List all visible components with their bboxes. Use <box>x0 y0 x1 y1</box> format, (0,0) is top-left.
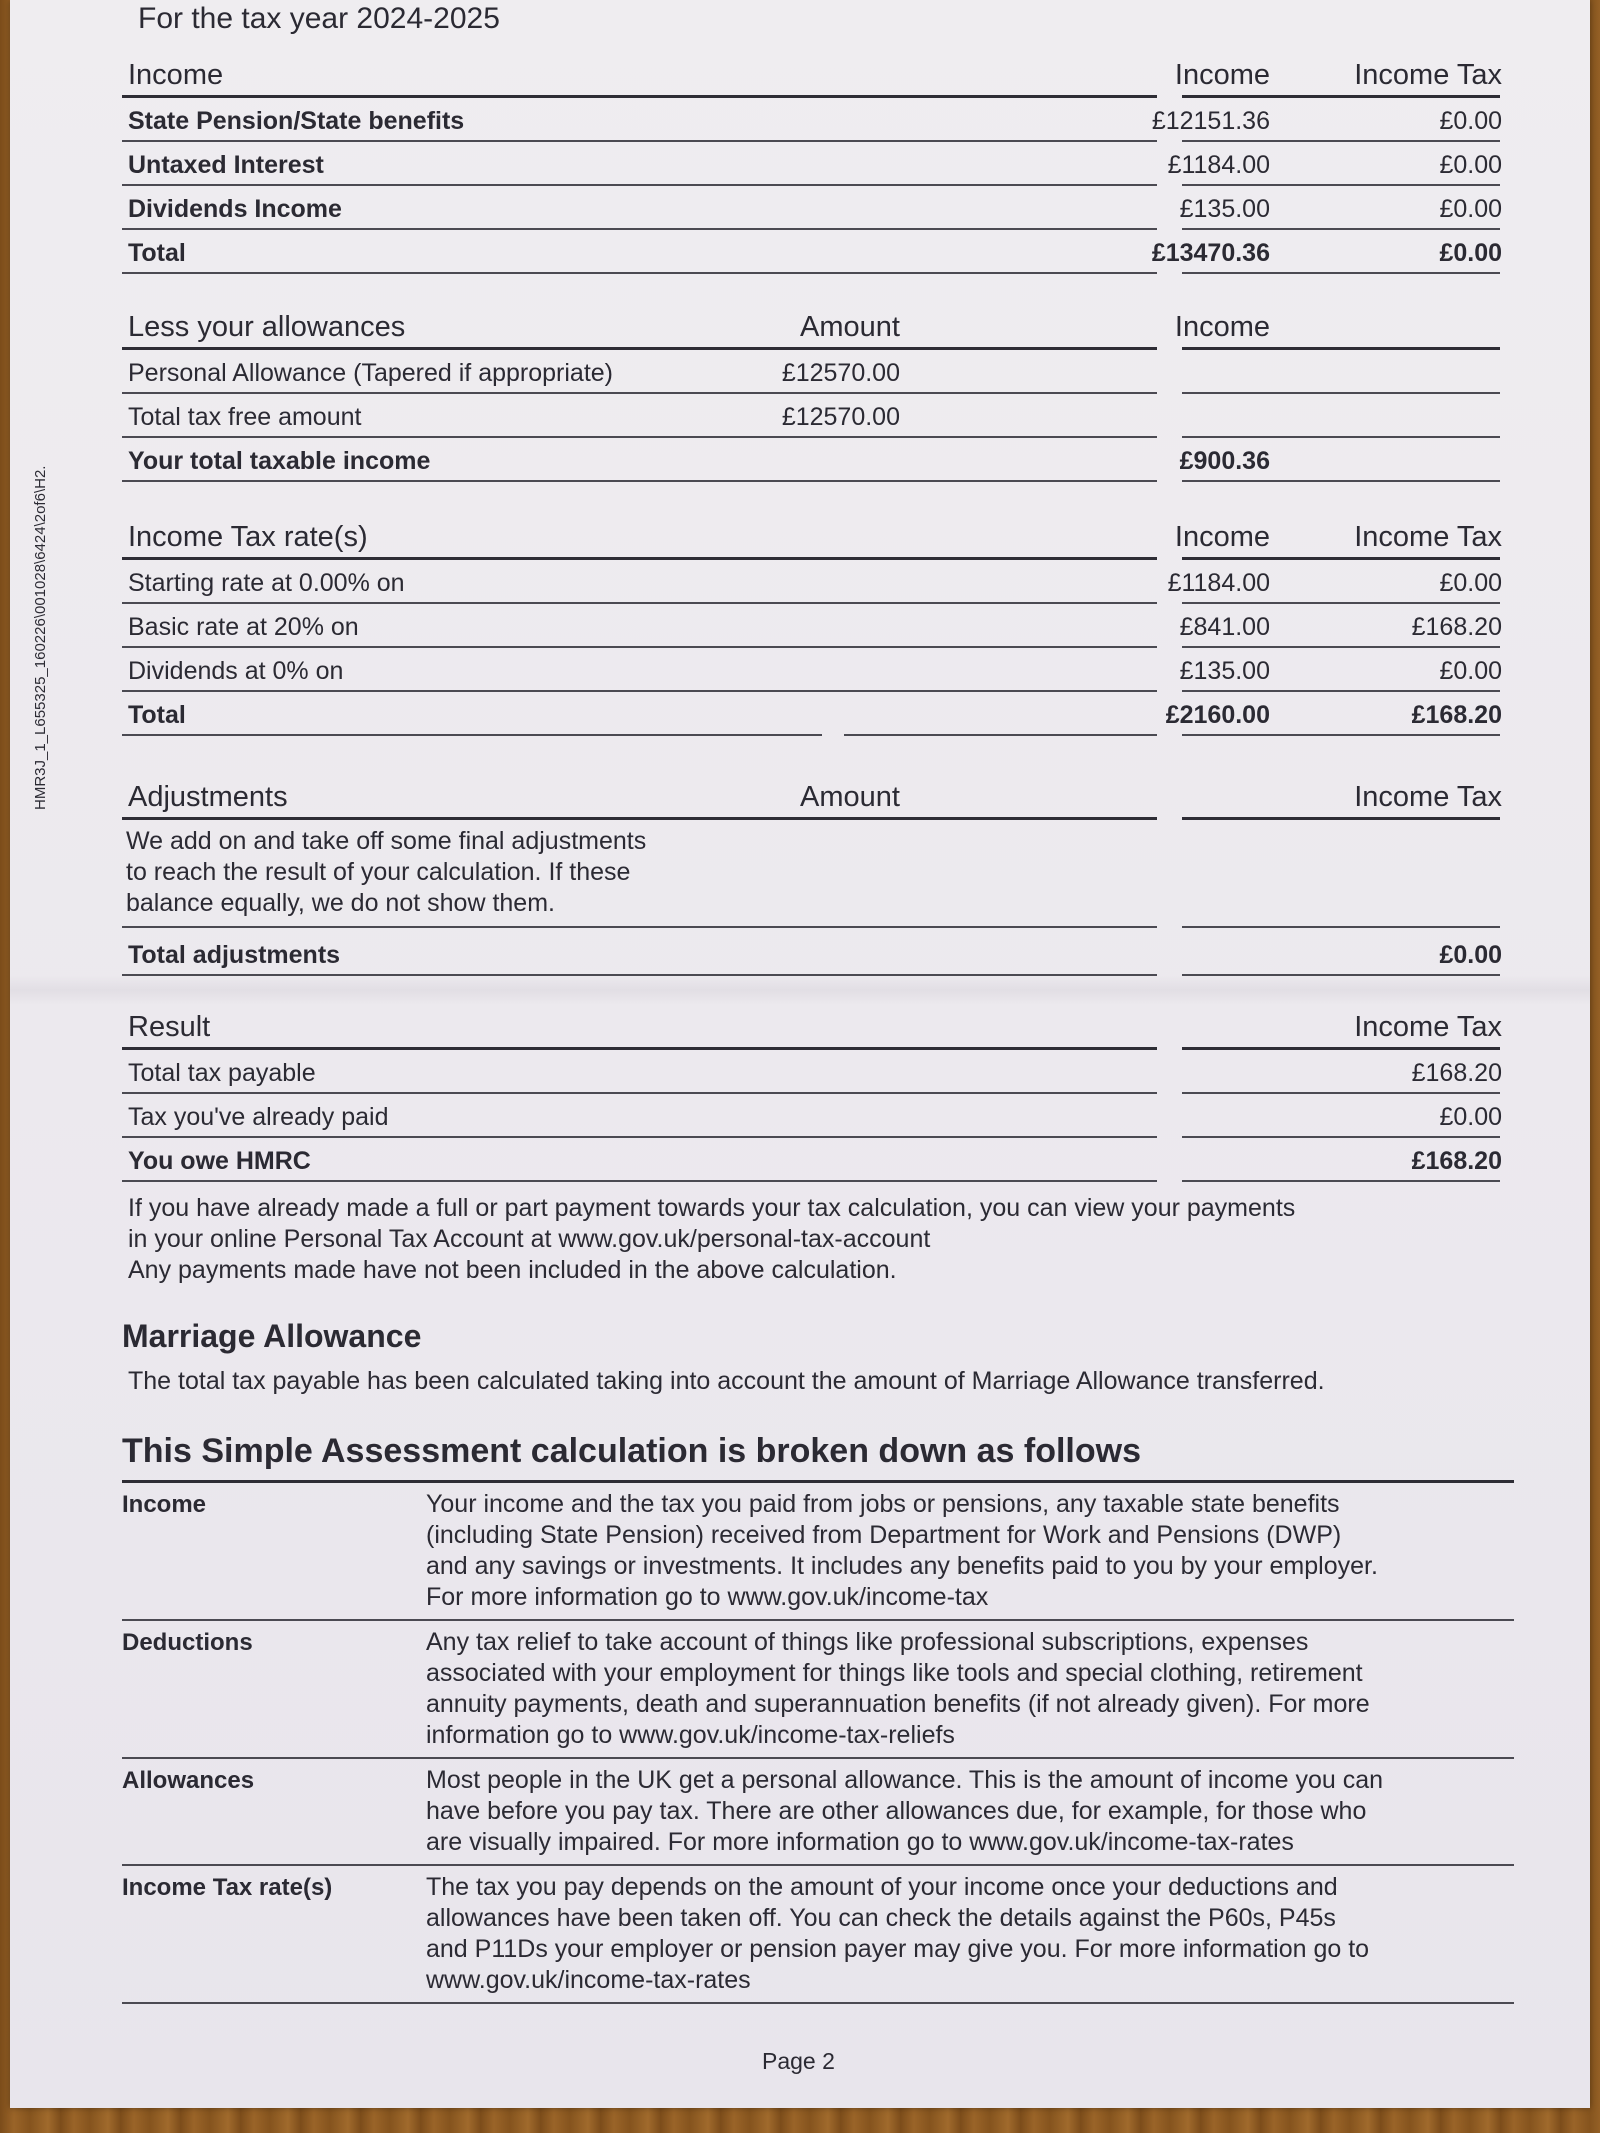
table-row <box>122 1094 1502 1138</box>
income-tax-column-header: Income Tax <box>1354 781 1502 813</box>
income-header-row <box>122 50 1502 98</box>
total-adjustments-row <box>122 928 1502 976</box>
row-label: Untaxed Interest <box>128 151 324 179</box>
income-section-title: Income <box>128 59 224 91</box>
income-column-header: Income <box>1174 521 1270 553</box>
table-row <box>122 350 1502 394</box>
income-total-value: £13470.36 <box>1151 239 1270 267</box>
row-label: Dividends at 0% on <box>128 657 344 685</box>
adjustments-section-title: Adjustments <box>128 781 288 813</box>
row-label: Total adjustments <box>128 941 341 969</box>
row-label: Personal Allowance (Tapered if appropriate) <box>128 359 613 387</box>
tax-calculation-page <box>10 0 1590 2108</box>
allowances-header-row <box>122 300 1502 350</box>
table-row <box>122 142 1502 186</box>
breakdown-table <box>122 1480 1514 2004</box>
tax-value: £0.00 <box>1439 107 1502 135</box>
row-label: Total tax payable <box>128 1059 316 1087</box>
row-label: Total <box>128 239 186 267</box>
breakdown-item-income <box>122 1480 1514 1619</box>
row-label: Tax you've already paid <box>128 1103 389 1131</box>
breakdown-heading: This Simple Assessment calculation is broken down as follows <box>122 1432 1142 1470</box>
income-value: £841.00 <box>1179 613 1270 641</box>
row-label: Starting rate at 0.00% on <box>128 569 405 597</box>
row-label: Your total taxable income <box>128 447 431 475</box>
tax-value: £0.00 <box>1439 569 1502 597</box>
tax-value: £0.00 <box>1439 151 1502 179</box>
income-total-row <box>122 230 1502 274</box>
income-tax-column-header: Income Tax <box>1354 59 1502 91</box>
row-label: Total tax free amount <box>128 403 362 431</box>
breakdown-description: Any tax relief to take account of things like professional subscriptions, expenses associated with your employment for things like tools and special clothing, retirement annuity payments, death and superannuation benefits (if not already given). For more information go to www.gov.uk/income-tax-reliefs <box>426 1628 1370 1749</box>
breakdown-item-income-tax-rates <box>122 1864 1514 2002</box>
taxable-income-value: £900.36 <box>1179 447 1270 475</box>
income-value: £1184.00 <box>1167 151 1270 179</box>
tax-value: £168.20 <box>1411 613 1502 641</box>
marriage-allowance-heading: Marriage Allowance <box>122 1318 422 1354</box>
amount-value: £12570.00 <box>781 403 900 431</box>
tax-value: £0.00 <box>1439 195 1502 223</box>
income-column-header: Income <box>1174 311 1270 343</box>
tax-year-heading: For the tax year 2024-2025 <box>138 2 500 35</box>
you-owe-row <box>122 1138 1502 1182</box>
adjustments-header-row <box>122 770 1502 820</box>
income-total-value: £2160.00 <box>1165 701 1270 729</box>
table-row <box>122 98 1502 142</box>
table-row <box>122 1050 1502 1094</box>
rates-section-title: Income Tax rate(s) <box>128 521 368 553</box>
row-label: State Pension/State benefits <box>128 107 465 135</box>
amount-value: £12570.00 <box>781 359 900 387</box>
breakdown-description: The tax you pay depends on the amount of your income once your deductions and allowances have been taken off. You can check the details against the P60s, P45s and P11Ds your employer or pension payer may give you. For more information go to www.gov.uk/income-tax-rates <box>426 1873 1370 1994</box>
row-label: You owe HMRC <box>128 1147 311 1175</box>
total-adjustments-value: £0.00 <box>1439 941 1502 969</box>
row-label: Dividends Income <box>128 195 342 223</box>
adjustments-note-row <box>122 820 1502 928</box>
tax-total-value: £0.00 <box>1439 239 1502 267</box>
breakdown-term: Income <box>122 1491 207 1518</box>
breakdown-item-allowances <box>122 1757 1514 1864</box>
tax-value: £168.20 <box>1411 1059 1502 1087</box>
marriage-allowance-text: The total tax payable has been calculated taking into account the amount of Marriage Allowance transferred. <box>128 1367 1325 1395</box>
table-row <box>122 560 1502 604</box>
breakdown-term: Allowances <box>122 1767 255 1794</box>
table-row <box>122 648 1502 692</box>
side-reference-code: HMR3J_1_L655325_160226\001028\6424\2of6\H2. <box>32 465 49 810</box>
taxable-income-row <box>122 438 1502 482</box>
result-section-title: Result <box>128 1011 211 1043</box>
income-tax-column-header: Income Tax <box>1354 1011 1502 1043</box>
breakdown-term: Income Tax rate(s) <box>122 1874 333 1901</box>
adjustments-note: We add on and take off some final adjustments to reach the result of your calculation. If these balance equally, we do not show them. <box>126 827 647 917</box>
tax-total-value: £168.20 <box>1411 701 1502 729</box>
row-label: Basic rate at 20% on <box>128 613 359 641</box>
income-column-header: Income <box>1174 59 1270 91</box>
row-label: Total <box>128 701 186 729</box>
table-row <box>122 186 1502 230</box>
rates-header-row <box>122 510 1502 560</box>
amount-owed-value: £168.20 <box>1411 1147 1502 1175</box>
income-value: £135.00 <box>1179 195 1270 223</box>
amount-column-header: Amount <box>800 781 900 813</box>
income-tax-column-header: Income Tax <box>1354 521 1502 553</box>
table-row <box>122 604 1502 648</box>
breakdown-item-deductions <box>122 1619 1514 1757</box>
tax-value: £0.00 <box>1439 657 1502 685</box>
payment-note: If you have already made a full or part payment towards your tax calculation, you can view your payments in your online Personal Tax Account at www.gov.uk/personal-tax-account Any payments made have not been included in the above calculation. <box>128 1194 1296 1284</box>
amount-column-header: Amount <box>800 311 900 343</box>
breakdown-term: Deductions <box>122 1629 253 1656</box>
allowances-section-title: Less your allowances <box>128 311 406 343</box>
page-number: Page 2 <box>762 2048 835 2074</box>
income-value: £1184.00 <box>1167 569 1270 597</box>
result-header-row <box>122 1000 1502 1050</box>
breakdown-end-rule <box>122 2002 1514 2004</box>
breakdown-description: Most people in the UK get a personal allowance. This is the amount of income you can have before you pay tax. There are other allowances due, for example, for those who are visually impaired. For more information go to www.gov.uk/income-tax-rates <box>426 1766 1384 1856</box>
rates-total-row <box>122 692 1502 736</box>
tax-value: £0.00 <box>1439 1103 1502 1131</box>
income-value: £12151.36 <box>1151 107 1270 135</box>
table-row <box>122 394 1502 438</box>
income-value: £135.00 <box>1179 657 1270 685</box>
breakdown-description: Your income and the tax you paid from jobs or pensions, any taxable state benefits (including State Pension) received from Department for Work and Pensions (DWP) and any savings or investments. It includes any benefits paid to you by your employer. For more information go to www.gov.uk/income-tax <box>426 1490 1378 1611</box>
